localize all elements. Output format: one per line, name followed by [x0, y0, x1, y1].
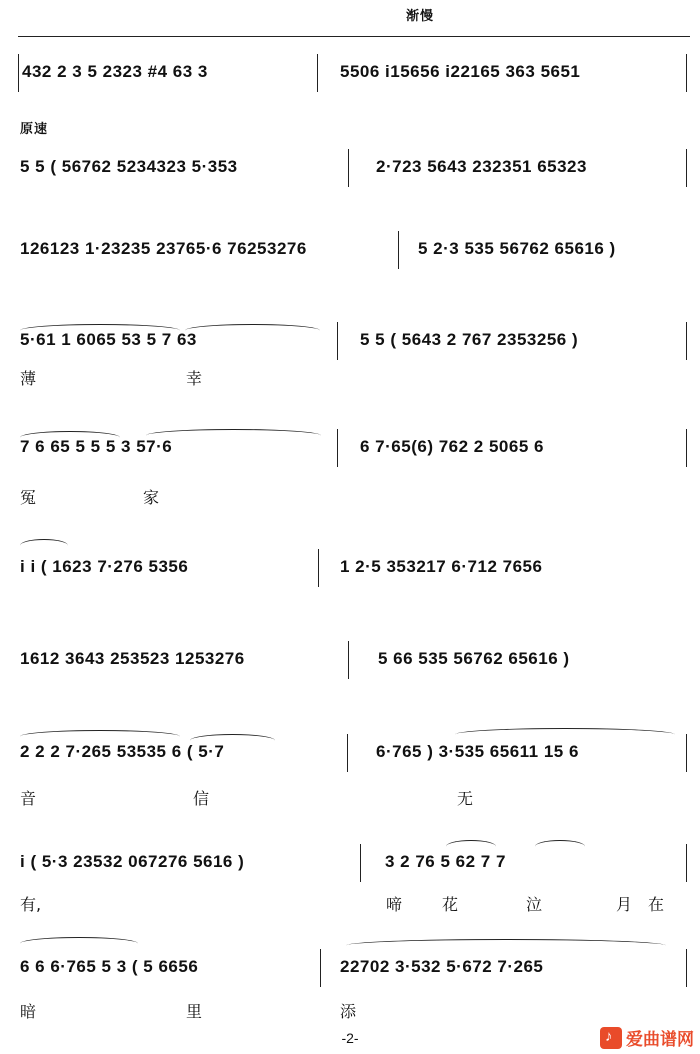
slur	[346, 939, 666, 952]
lyric: 信	[193, 789, 210, 808]
lyric: 薄	[20, 369, 37, 388]
lyric: 家	[143, 488, 160, 507]
tempo-mark-slowing: 渐慢	[406, 8, 435, 23]
score-line-8	[0, 730, 700, 808]
lyric: 添	[340, 1002, 357, 1021]
measure: 2 2 2 7·265 53535 6 ( 5·7	[20, 742, 225, 761]
tempo-mark-original: 原速	[20, 121, 49, 136]
slur	[455, 728, 675, 741]
measure: 432 2 3 5 2323 #4 63 3	[22, 62, 208, 81]
watermark-text: 爱曲谱网	[626, 1030, 694, 1050]
measure: 6·765 ) 3·535 65611 15 6	[376, 742, 579, 761]
measure: 7 6 65 5 5 5 3 57·6	[20, 437, 173, 456]
measure: 22702 3·532 5·672 7·265	[340, 957, 544, 976]
lyric: 音	[20, 789, 37, 808]
barline	[686, 734, 687, 772]
score-line-4	[0, 318, 700, 388]
score-line-7	[0, 637, 700, 693]
measure: 2·723 5643 232351 65323	[376, 157, 587, 176]
score-line-9	[0, 840, 700, 914]
barline	[686, 949, 687, 987]
barline	[337, 429, 338, 467]
lyric: 幸	[186, 369, 203, 388]
barline	[348, 149, 349, 187]
lyric: 冤	[20, 488, 37, 507]
lyric: 暗	[20, 1002, 37, 1021]
slur	[146, 429, 321, 442]
measure: 5 2·3 535 56762 65616 )	[418, 239, 616, 258]
barline	[686, 322, 687, 360]
lyric: 花	[442, 895, 459, 914]
score-line-1	[0, 50, 700, 106]
lyric: 月	[616, 895, 633, 914]
lyric: 啼	[386, 895, 403, 914]
measure: 6 6 6·765 5 3 ( 5 6656	[20, 957, 199, 976]
measure: i ( 5·3 23532 067276 5616 )	[20, 852, 245, 871]
barline	[360, 844, 361, 882]
slur	[20, 937, 138, 950]
measure: 6 7·65(6) 762 2 5065 6	[360, 437, 544, 456]
barline	[337, 322, 338, 360]
watermark-logo	[600, 1025, 694, 1050]
measure: 1612 3643 253523 1253276	[20, 649, 245, 668]
measure: 1 2·5 353217 6·712 7656	[340, 557, 543, 576]
barline	[320, 949, 321, 987]
lyric: 里	[186, 1002, 203, 1021]
measure: 126123 1·23235 23765·6 76253276	[20, 239, 307, 258]
barline	[398, 231, 399, 269]
page-number: -2-	[341, 1030, 359, 1046]
barline	[18, 54, 19, 92]
slur	[185, 324, 320, 337]
barline	[686, 149, 687, 187]
score-line-6	[0, 545, 700, 601]
lyric: 泣	[526, 895, 543, 914]
measure: i i ( 1623 7·276 5356	[20, 557, 189, 576]
lyric: 在	[648, 895, 665, 914]
slur	[20, 539, 68, 552]
measure: 3 2 76 5 62 7 7	[385, 852, 506, 871]
barline	[686, 429, 687, 467]
barline	[317, 54, 318, 92]
measure: 5506 i15656 i22165 363 5651	[340, 62, 581, 81]
music-note-icon	[600, 1027, 622, 1049]
lyric: 无	[457, 789, 474, 808]
barline	[686, 844, 687, 882]
score-line-2	[0, 145, 700, 201]
lyric: 有,	[20, 895, 42, 914]
score-line-3	[0, 227, 700, 283]
slur	[535, 840, 585, 853]
top-rule	[18, 36, 690, 37]
measure: 5 66 535 56762 65616 )	[378, 649, 570, 668]
barline	[348, 641, 349, 679]
measure: 5 5 ( 5643 2 767 2353256 )	[360, 330, 579, 349]
barline	[686, 54, 687, 92]
barline	[318, 549, 319, 587]
measure: 5·61 1 6065 53 5 7 63	[20, 330, 197, 349]
score-line-5	[0, 425, 700, 507]
barline	[347, 734, 348, 772]
score-line-10	[0, 945, 700, 1021]
measure: 5 5 ( 56762 5234323 5·353	[20, 157, 238, 176]
